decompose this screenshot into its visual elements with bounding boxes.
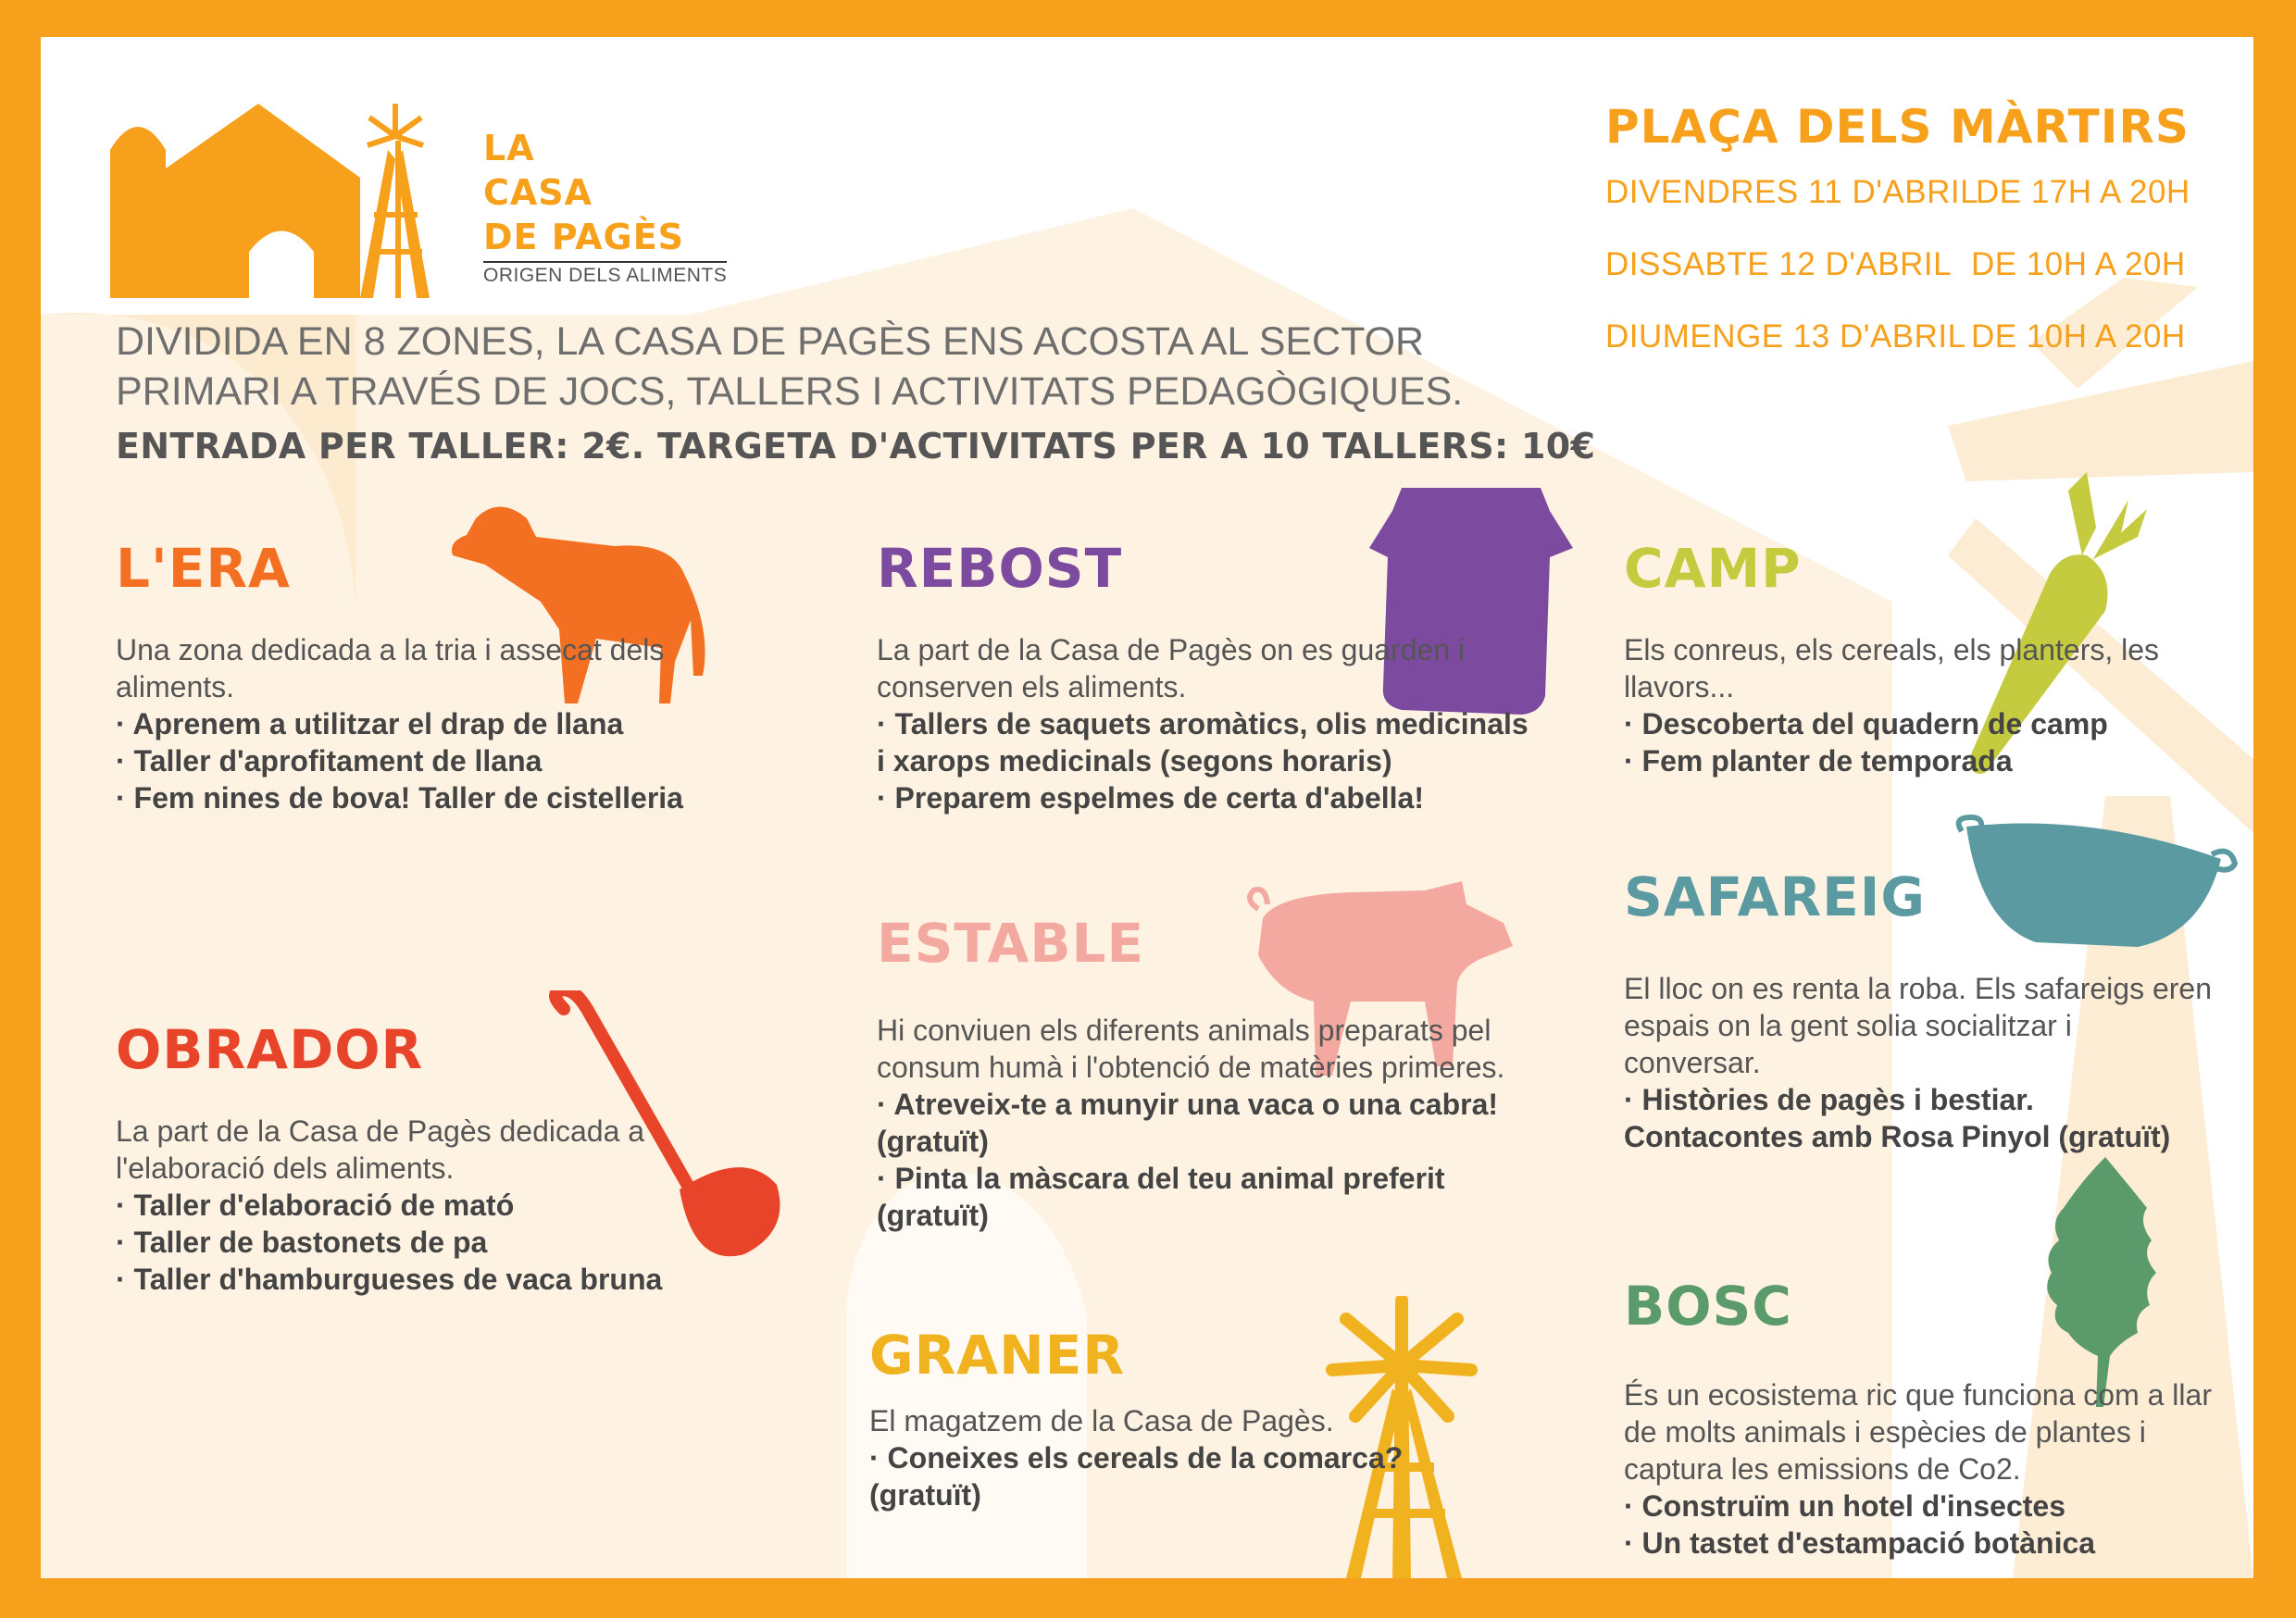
list-item: · Aprenem a utilitzar el drap de llana bbox=[116, 705, 764, 742]
zone-graner bbox=[869, 1402, 1462, 1513]
list-item: · Pinta la màscara del teu animal preferit (gratuït) bbox=[877, 1160, 1543, 1234]
list-item: · Taller d'hamburgueses de vaca bruna bbox=[116, 1261, 727, 1298]
list-item: · Fem planter de temporada bbox=[1624, 742, 2216, 779]
zone-title-safareig: SAFAREIG bbox=[1624, 865, 1926, 928]
schedule-day-3: DIUMENGE 13 D'ABRIL bbox=[1605, 318, 1966, 355]
zone-title-obrador: OBRADOR bbox=[116, 1018, 424, 1081]
barn-logo-icon bbox=[110, 104, 430, 298]
zone-graner-description: El magatzem de la Casa de Pagès. bbox=[869, 1404, 1334, 1438]
zone-safareig-items bbox=[1624, 1081, 2216, 1155]
list-item: · Tallers de saquets aromàtics, olis medicinals i xarops medicinals (segons horaris) bbox=[877, 705, 1543, 779]
list-item: · Fem nines de bova! Taller de cistelleria bbox=[116, 779, 764, 816]
leaf-icon bbox=[2040, 1157, 2161, 1407]
schedule-hours-1: DE 17H A 20H bbox=[1976, 174, 2190, 210]
zone-bosc-description: És un ecosistema ric que funciona com a llar de molts animals i espècies de plantes i captura les emissions de Co2. bbox=[1624, 1378, 2212, 1486]
list-item: · Un tastet d'estampació botànica bbox=[1624, 1525, 2216, 1562]
zone-lera-items bbox=[116, 705, 764, 816]
zone-estable-description: Hi conviuen els diferents animals preparats pel consum humà i l'obtenció de matèries primeres. bbox=[877, 1014, 1505, 1084]
zone-graner-items bbox=[869, 1439, 1462, 1513]
zone-title-bosc: BOSC bbox=[1624, 1275, 1792, 1338]
zone-obrador-items bbox=[116, 1187, 727, 1298]
list-item: · Taller d'aprofitament de llana bbox=[116, 742, 764, 779]
list-item: · Descoberta del quadern de camp bbox=[1624, 705, 2216, 742]
price-info: ENTRADA PER TALLER: 2€. TARGETA D'ACTIVITATS PER A 10 TALLERS: 10€ bbox=[116, 426, 1596, 467]
basin-icon bbox=[1953, 813, 2240, 952]
zone-title-estable: ESTABLE bbox=[877, 912, 1145, 975]
schedule-day-2: DISSABTE 12 D'ABRIL bbox=[1605, 246, 1953, 282]
list-item: · Històries de pagès i bestiar. Contacontes amb Rosa Pinyol (gratuït) bbox=[1624, 1081, 2216, 1155]
zone-rebost-items bbox=[877, 705, 1543, 816]
logo-line-2: CASA bbox=[483, 172, 593, 213]
zone-title-camp: CAMP bbox=[1624, 537, 1802, 600]
zone-safareig-description: El lloc on es renta la roba. Els safareigs eren espais on la gent solia socialitzar i conversar. bbox=[1624, 972, 2212, 1079]
schedule-hours-2: DE 10H A 20H bbox=[1971, 246, 2186, 282]
zone-rebost-description: La part de la Casa de Pagès on es guarden i conserven els aliments. bbox=[877, 633, 1466, 703]
zone-bosc bbox=[1624, 1376, 2216, 1562]
zone-lera-description: Una zona dedicada a la tria i assecat dels aliments. bbox=[116, 633, 665, 703]
list-item: · Coneixes els cereals de la comarca? (gratuït) bbox=[869, 1439, 1462, 1513]
list-item: · Taller d'elaboració de mató bbox=[116, 1187, 727, 1224]
zone-camp-items bbox=[1624, 705, 2216, 779]
logo-line-1: LA bbox=[483, 128, 535, 168]
zone-estable-items bbox=[877, 1086, 1543, 1234]
zone-lera bbox=[116, 631, 764, 816]
list-item: · Atreveix-te a munyir una vaca o una cabra! (gratuït) bbox=[877, 1086, 1543, 1160]
schedule-day-1: DIVENDRES 11 D'ABRIL bbox=[1605, 174, 1979, 210]
zone-obrador-description: La part de la Casa de Pagès dedicada a l'elaboració dels aliments. bbox=[116, 1114, 645, 1185]
zone-title-lera: L'ERA bbox=[116, 537, 291, 600]
list-item: · Preparem espelmes de certa d'abella! bbox=[877, 779, 1543, 816]
flyer-panel bbox=[41, 37, 2253, 1578]
zone-obrador bbox=[116, 1113, 727, 1298]
list-item: · Construïm un hotel d'insectes bbox=[1624, 1487, 2216, 1525]
zone-bosc-items bbox=[1624, 1487, 2216, 1562]
location-title: PLAÇA DELS MÀRTIRS bbox=[1605, 100, 2190, 154]
zone-title-rebost: REBOST bbox=[877, 537, 1123, 600]
intro-text: DIVIDIDA EN 8 ZONES, LA CASA DE PAGÈS ENS ACOSTA AL SECTOR PRIMARI A TRAVÉS DE JOCS, TALLERS I ACTIVITATS PEDAGÒGIQUES. bbox=[116, 319, 1464, 414]
zone-title-graner: GRANER bbox=[869, 1324, 1125, 1387]
zone-safareig bbox=[1624, 970, 2216, 1155]
schedule-hours-3: DE 10H A 20H bbox=[1971, 318, 2186, 355]
zone-estable bbox=[877, 1012, 1543, 1234]
logo-line-3: DE PAGÈS bbox=[483, 217, 685, 257]
logo-title bbox=[483, 126, 684, 259]
zone-camp-description: Els conreus, els cereals, els planters, les llavors... bbox=[1624, 633, 2160, 703]
zone-camp bbox=[1624, 631, 2216, 779]
logo-subtitle: ORIGEN DELS ALIMENTS bbox=[483, 261, 727, 287]
list-item: · Taller de bastonets de pa bbox=[116, 1224, 727, 1261]
zone-rebost bbox=[877, 631, 1543, 816]
